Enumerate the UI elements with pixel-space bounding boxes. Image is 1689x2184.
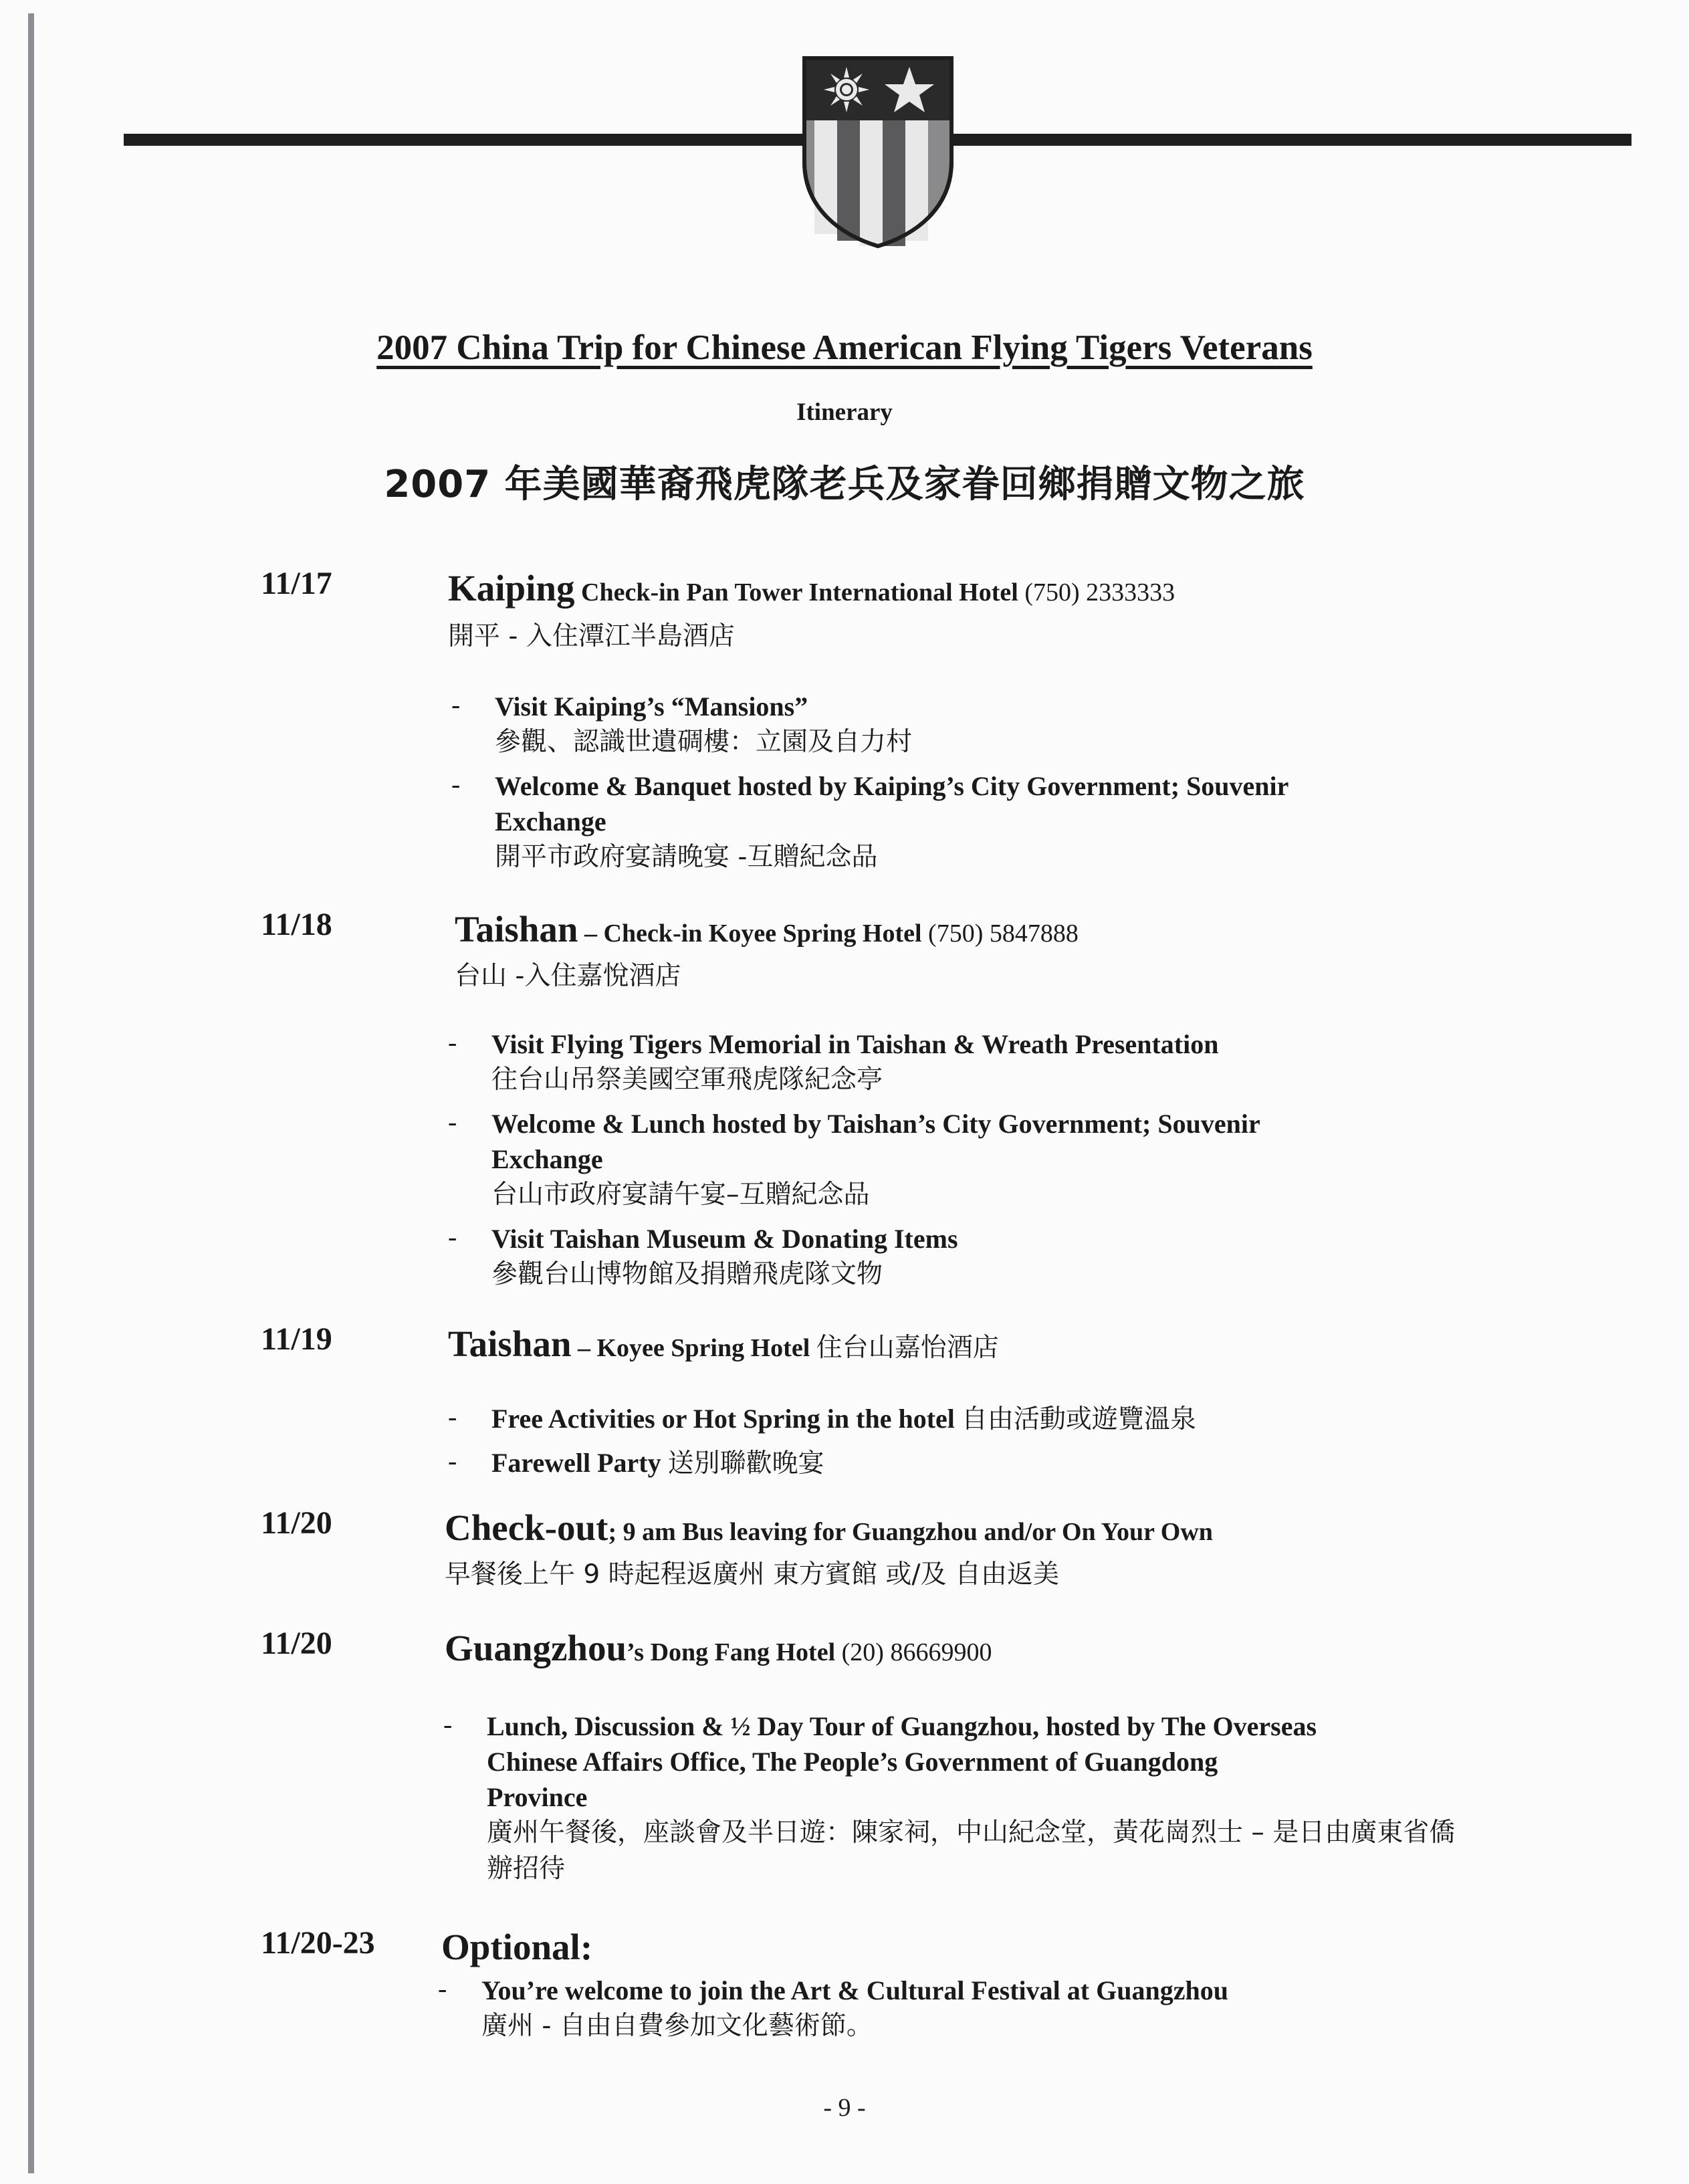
day-items	[481, 1973, 1451, 2052]
day-place: Kaiping	[448, 568, 575, 609]
day-heading	[448, 567, 1175, 609]
list-item	[491, 1401, 1428, 1437]
item-english: - Visit Taishan Museum & Donating Items	[491, 1224, 958, 1254]
list-item	[495, 689, 1297, 760]
list-item	[491, 1445, 1428, 1481]
list-item	[481, 1973, 1451, 2044]
day-items	[491, 1401, 1428, 1489]
item-chinese: 參觀台山博物館及捐贈飛虎隊文物	[491, 1259, 883, 1289]
day-chinese: 早餐後上午 9 時起程返廣州 東方賓館 或/及 自由返美	[445, 1559, 1059, 1590]
item-english: - You’re welcome to join the Art & Cultural Festival at Guangzhou	[481, 1975, 1228, 2005]
item-chinese: 廣州午餐後，座談會及半日遊：陳家祠，中山紀念堂，黃花崗烈士 – 是日由廣東省僑辦招待	[487, 1818, 1456, 1884]
list-item	[495, 768, 1297, 875]
day-details: ; 9 am Bus leaving for Guangzhou and/or On Your Own	[608, 1518, 1213, 1546]
day-place: Check-out	[445, 1507, 608, 1548]
item-chinese: 往台山吊祭美國空軍飛虎隊紀念亭	[491, 1065, 883, 1095]
day-date: 11/20	[261, 1505, 332, 1541]
item-chinese: 廣州 - 自由自費參加文化藝術節。	[481, 2011, 873, 2041]
day-place: Taishan	[448, 1323, 572, 1364]
item-english	[491, 1401, 1428, 1437]
day-date: 11/19	[261, 1321, 332, 1357]
item-chinese-inline: 送別聯歡晚宴	[667, 1448, 824, 1479]
day-chinese: 台山 -入住嘉悅酒店	[455, 961, 681, 991]
item-english: - Welcome & Banquet hosted by Kaiping’s City Government; Souvenir Exchange	[495, 771, 1288, 837]
day-items	[495, 689, 1297, 883]
item-english: - Visit Flying Tigers Memorial in Taishan & Wreath Presentation	[491, 1029, 1219, 1059]
day-date: 11/20	[261, 1626, 332, 1661]
item-english-text: Farewell Party	[491, 1448, 661, 1478]
day-details: – Check-in Koyee Spring Hotel	[584, 919, 922, 948]
day-phone: (750) 2333333	[1024, 578, 1175, 607]
item-chinese: 開平市政府宴請晚宴 -互贈紀念品	[495, 842, 878, 872]
day-details: – Koyee Spring Hotel	[578, 1334, 810, 1362]
item-english	[491, 1445, 1428, 1481]
day-heading	[441, 1926, 592, 1968]
item-english: - Welcome & Lunch hosted by Taishan’s City Government; Souvenir Exchange	[491, 1109, 1260, 1174]
day-phone: (20) 86669900	[841, 1638, 992, 1666]
day-date: 11/18	[261, 907, 332, 942]
list-item	[491, 1106, 1327, 1213]
day-heading	[455, 908, 1079, 950]
day-heading	[448, 1323, 999, 1365]
day-chinese: 開平 - 入住潭江半島酒店	[448, 621, 735, 651]
item-chinese: 台山市政府宴請午宴–互贈紀念品	[491, 1180, 870, 1210]
page-number: - 9 -	[823, 2094, 866, 2122]
day-place: Guangzhou	[445, 1628, 627, 1668]
document-subtitle: Itinerary	[796, 399, 893, 426]
day-phone: (750) 5847888	[928, 919, 1079, 948]
day-place: Taishan	[455, 909, 578, 950]
list-item	[491, 1221, 1327, 1293]
cbi-shield-emblem-icon	[801, 55, 955, 249]
list-item	[491, 1026, 1327, 1098]
item-chinese-inline: 自由活動或遊覽溫泉	[961, 1404, 1196, 1434]
item-english: - Visit Kaiping’s “Mansions”	[495, 691, 808, 722]
item-english: - Lunch, Discussion & ½ Day Tour of Guangzhou, hosted by The Overseas Chinese Affairs Office, The People’s Government of Guangdong Province	[487, 1711, 1317, 1812]
day-place: Optional:	[441, 1927, 593, 1967]
day-items	[487, 1709, 1456, 1895]
day-items	[491, 1026, 1327, 1301]
day-details: Check-in Pan Tower International Hotel	[581, 578, 1018, 607]
day-heading	[445, 1627, 992, 1669]
item-chinese: 參觀、認識世遺碉樓：立園及自力村	[495, 727, 913, 757]
day-date: 11/20-23	[261, 1925, 375, 1961]
list-item	[487, 1709, 1456, 1887]
chinese-title: 2007 年美國華裔飛虎隊老兵及家眷回鄉捐贈文物之旅	[384, 463, 1305, 506]
document-title: 2007 China Trip for Chinese American Flying Tigers Veterans	[376, 328, 1313, 367]
day-details: ’s Dong Fang Hotel	[627, 1638, 836, 1666]
item-english-text: Free Activities or Hot Spring in the hotel	[491, 1404, 955, 1434]
day-heading	[445, 1507, 1213, 1549]
day-date: 11/17	[261, 566, 332, 601]
day-chinese-inline: 住台山嘉怡酒店	[816, 1333, 999, 1363]
